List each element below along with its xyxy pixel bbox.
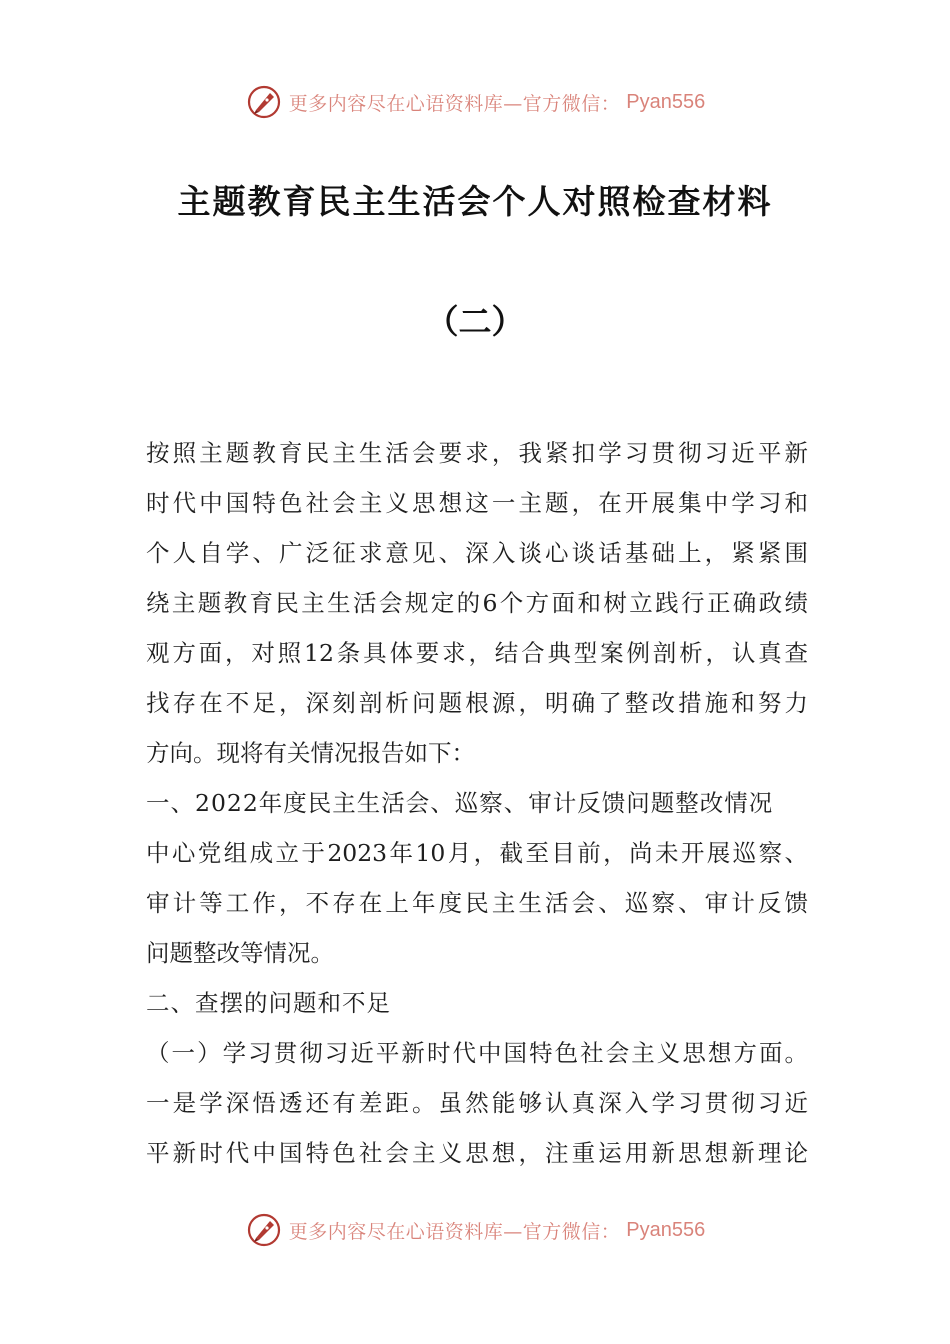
body-line: 绕主题教育民主生活会规定的6个方面和树立践行正确政绩 — [146, 589, 808, 617]
document-body — [146, 428, 808, 1178]
body-line: 按照主题教育民主生活会要求，我紧扣学习贯彻习近平新 — [146, 439, 808, 467]
body-line: 个人自学、广泛征求意见、深入谈心谈话基础上，紧紧围 — [146, 539, 808, 567]
document-title: 主题教育民主生活会个人对照检查材料 — [177, 182, 773, 221]
subsection-heading: （一）学习贯彻习近平新时代中国特色社会主义思想方面。 — [146, 1039, 808, 1067]
footer-banner — [0, 1210, 950, 1250]
section-heading: 一、2022年度民主生活会、巡察、审计反馈问题整改情况 — [146, 789, 774, 817]
header-banner — [0, 82, 950, 122]
banner-text: 更多内容尽在心语资料库—官方微信： — [288, 92, 621, 115]
body-line: 审计等工作，不存在上年度民主生活会、巡察、审计反馈 — [146, 889, 808, 917]
body-line: 中心党组成立于2023年10月，截至目前，尚未开展巡察、 — [146, 839, 808, 867]
body-line: 找存在不足，深刻剖析问题根源，明确了整改措施和努力 — [146, 689, 808, 717]
banner-text: 更多内容尽在心语资料库—官方微信： — [288, 1220, 621, 1243]
section-heading: 二、查摆的问题和不足 — [146, 989, 391, 1017]
body-line: 方向。现将有关情况报告如下： — [146, 739, 475, 767]
body-line: 平新时代中国特色社会主义思想，注重运用新思想新理论 — [146, 1139, 808, 1167]
wechat-id: Pyan556 — [626, 1218, 706, 1241]
body-line: 时代中国特色社会主义思想这一主题，在开展集中学习和 — [146, 489, 808, 517]
wechat-id: Pyan556 — [626, 90, 706, 113]
body-line: 一是学深悟透还有差距。虽然能够认真深入学习贯彻习近 — [146, 1089, 808, 1117]
pen-nib-logo-icon — [245, 1211, 283, 1249]
document-subtitle: （二） — [425, 302, 525, 341]
body-line: 观方面，对照12条具体要求，结合典型案例剖析，认真查 — [146, 639, 808, 667]
body-line: 问题整改等情况。 — [146, 939, 334, 967]
pen-nib-logo-icon — [245, 83, 283, 121]
